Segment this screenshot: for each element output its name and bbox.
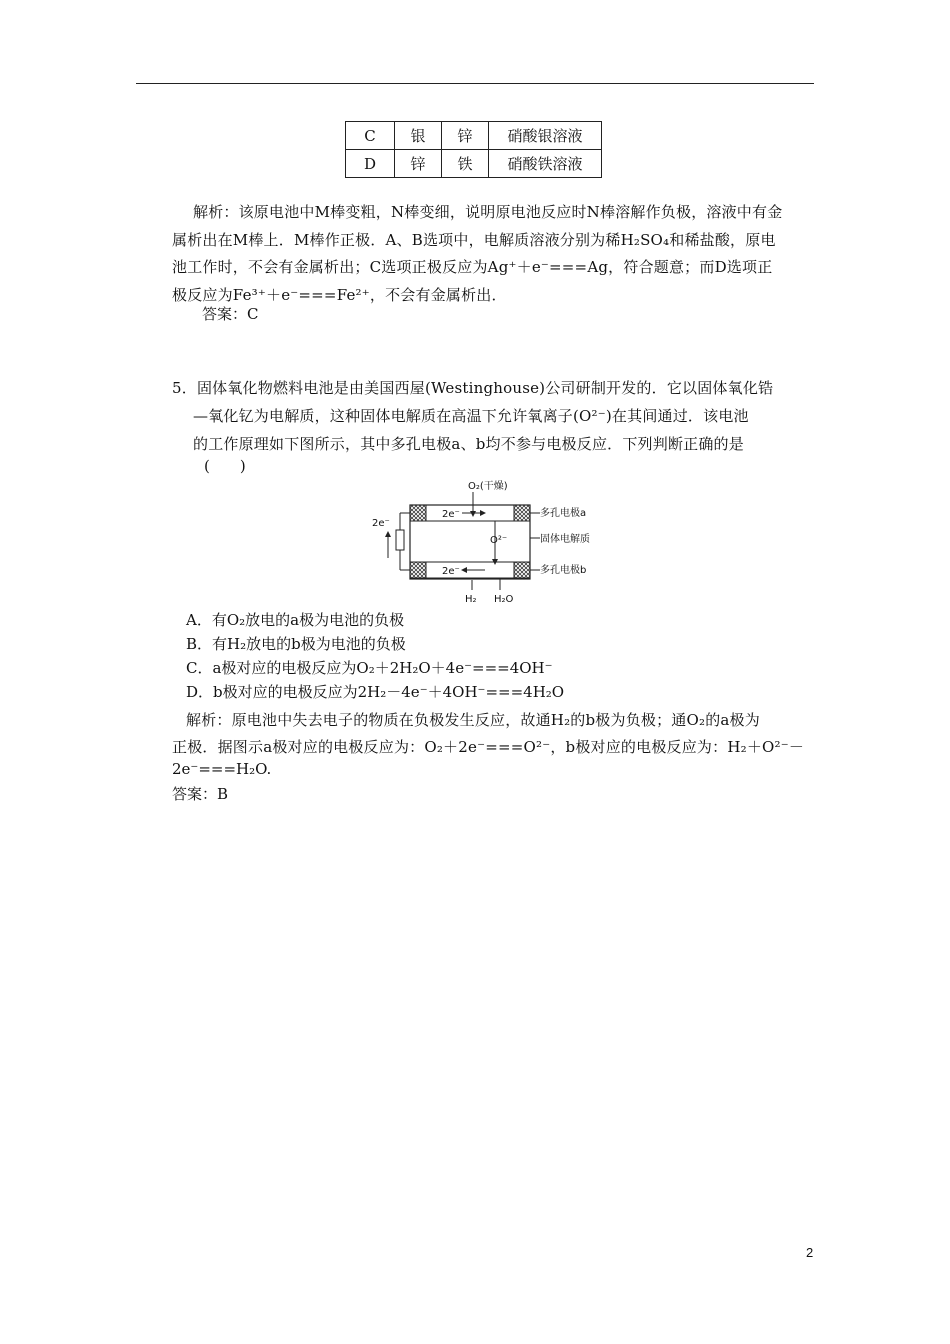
question5-blank: ( )	[204, 457, 246, 475]
table-row	[346, 150, 602, 178]
analysis4-line4: 极反应为Fe³⁺＋e⁻===Fe²⁺，不会有金属析出．	[172, 286, 507, 304]
o2minus-label: O²⁻	[490, 535, 508, 546]
seal-block	[514, 562, 530, 578]
table-cell: C	[346, 122, 395, 150]
analysis4-answer: 答案：C	[202, 305, 259, 323]
question5-line3: 的工作原理如下图所示，其中多孔电极a、b均不参与电极反应．下列判断正确的是	[193, 435, 744, 453]
analysis4-line3: 池工作时，不会有金属析出；C选项正极反应为Ag⁺＋e⁻===Ag，符合题意；而D选项正	[172, 258, 773, 276]
electron-label-left: 2e⁻	[372, 518, 390, 529]
analysis4-line1: 解析：该原电池中M棒变粗，N棒变细，说明原电池反应时N棒溶解作负极，溶液中有金	[193, 203, 783, 221]
resistor	[396, 530, 404, 550]
table-cell: D	[346, 150, 395, 178]
question5-line1: 5．固体氧化物燃料电池是由美国西屋(Westinghouse)公司研制开发的．它以固体氧化锆	[172, 379, 774, 397]
table-cell: 银	[395, 122, 442, 150]
analysis4-line2: 属析出在M棒上．M棒作正极．A、B选项中，电解质溶液分别为稀H₂SO₄和稀盐酸，原电	[172, 231, 776, 249]
electron-label-top: 2e⁻	[442, 509, 460, 520]
table-cell: 硝酸银溶液	[489, 122, 602, 150]
seal-block	[410, 505, 426, 521]
h2-label: H₂	[465, 594, 477, 604]
seal-block	[410, 562, 426, 578]
electrode-a-label: 多孔电极a	[540, 508, 587, 519]
options-table	[345, 121, 602, 178]
table-cell: 锌	[442, 122, 489, 150]
choice-b: B．有H₂放电的b极为电池的负极	[186, 635, 406, 653]
electrode-b-label: 多孔电极b	[540, 565, 587, 576]
question5-line2: —氧化钇为电解质，这种固体电解质在高温下允许氧离子(O²⁻)在其间通过．该电池	[193, 407, 749, 425]
cell-frame	[410, 505, 530, 579]
choice-d: D．b极对应的电极反应为2H₂－4e⁻＋4OH⁻===4H₂O	[186, 683, 565, 701]
header-rule	[136, 83, 814, 84]
analysis5-line3: 2e⁻===H₂O.	[172, 760, 272, 778]
electron-label-bottom: 2e⁻	[442, 566, 460, 577]
page-number: 2	[806, 1245, 814, 1260]
h2o-label: H₂O	[494, 594, 514, 604]
electrolyte-label: 固体电解质	[540, 534, 590, 545]
choice-a: A．有O₂放电的a极为电池的负极	[186, 611, 405, 629]
table-cell: 铁	[442, 150, 489, 178]
seal-block	[514, 505, 530, 521]
choice-c: C．a极对应的电极反应为O₂＋2H₂O＋4e⁻===4OH⁻	[186, 659, 553, 677]
table-row	[346, 122, 602, 150]
table-cell: 锌	[395, 150, 442, 178]
analysis5-answer: 答案：B	[172, 785, 229, 803]
o2-label: O₂(干燥)	[468, 481, 508, 492]
analysis5-line2: 正极．据图示a极对应的电极反应为：O₂＋2e⁻===O²⁻，b极对应的电极反应为：H₂＋O²⁻－	[172, 738, 805, 756]
table-cell: 硝酸铁溶液	[489, 150, 602, 178]
fuel-cell-diagram	[370, 480, 610, 604]
analysis5-line1: 解析：原电池中失去电子的物质在负极发生反应，故通H₂的b极为负极；通O₂的a极为	[186, 711, 760, 729]
